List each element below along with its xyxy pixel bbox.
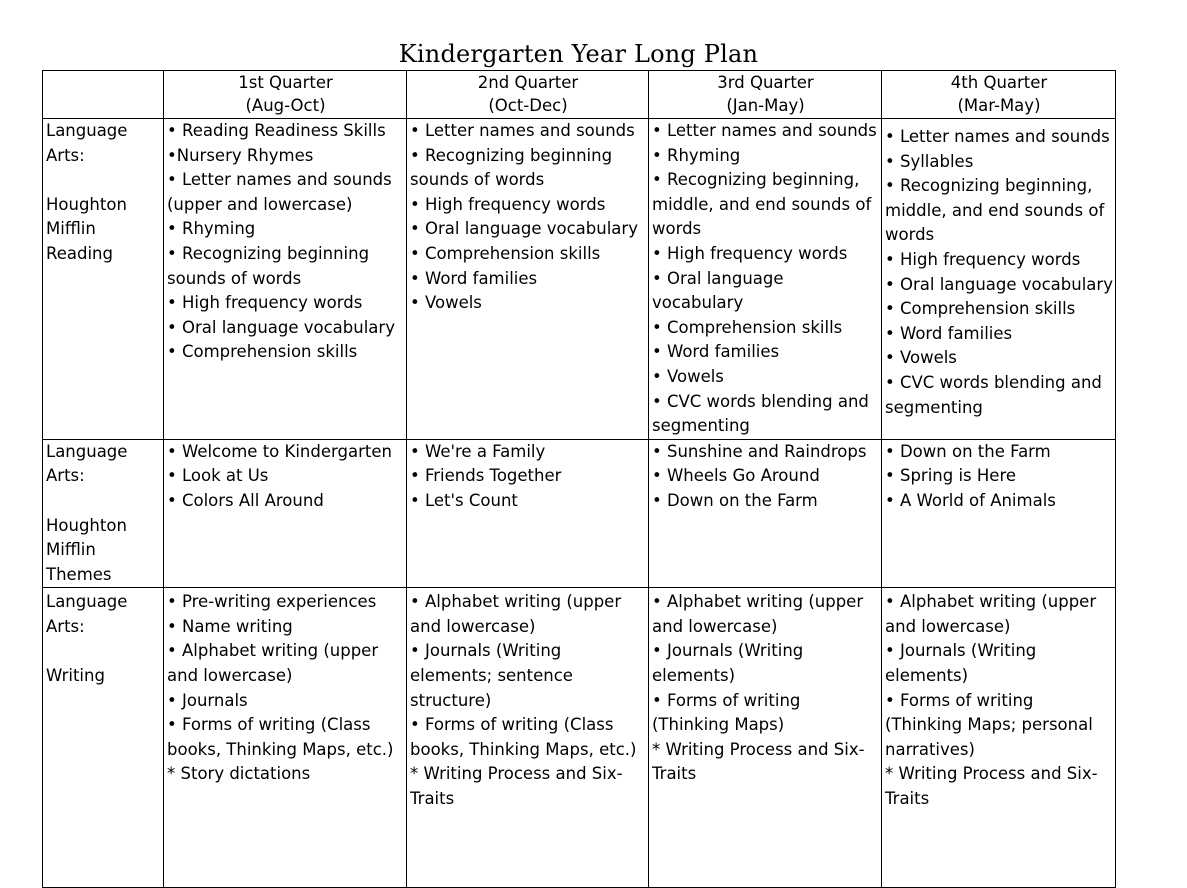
list-item: • Comprehension skills	[167, 342, 358, 362]
list-item: • Alphabet writing (upper and lowercase)	[167, 641, 379, 686]
list-item: • Letter names and sounds	[410, 121, 635, 140]
list-item: • Alphabet writing (upper and lowercase)	[410, 592, 622, 636]
subject-cell	[43, 119, 164, 440]
list-item: * Writing Process and Six-Traits	[410, 764, 623, 809]
list-item: * Writing Process and Six-Traits	[652, 739, 865, 784]
quarter-3-cell	[649, 119, 882, 440]
list-item: • Vowels	[410, 293, 482, 313]
list-item: • Alphabet writing (upper and lowercase)	[885, 592, 1097, 636]
item-list	[652, 119, 879, 439]
subject-label: Language Arts:	[46, 441, 128, 486]
list-item: • Look at Us	[167, 466, 269, 486]
quarter-4-cell	[882, 588, 1116, 888]
list-item: • Rhyming	[167, 219, 256, 239]
list-item: • Comprehension skills	[410, 243, 601, 263]
list-item: • Welcome to Kindergarten	[167, 441, 392, 461]
list-item: • High frequency words	[652, 243, 848, 263]
list-item: • Comprehension skills	[885, 299, 1076, 319]
quarter-name: 3rd Quarter	[717, 73, 814, 92]
list-item: •Nursery Rhymes	[167, 145, 314, 165]
list-item: • Journals (Writing elements; sentence structure)	[410, 641, 573, 710]
quarter-2-cell	[407, 439, 649, 588]
list-item: • Word families	[410, 268, 538, 288]
list-item: • High frequency words	[885, 249, 1081, 269]
item-list	[885, 125, 1113, 420]
quarter-name: 2nd Quarter	[477, 73, 579, 92]
list-item: • Letter names and sounds	[652, 121, 877, 140]
quarter-months: (Oct-Dec)	[488, 96, 568, 115]
list-item: • A World of Animals	[885, 490, 1056, 510]
table-row-reading	[43, 119, 1116, 440]
list-item: * Writing Process and Six-Traits	[885, 764, 1098, 809]
list-item: • CVC words blending and segmenting	[885, 372, 1102, 417]
item-list	[167, 119, 404, 365]
header-quarter-3	[649, 71, 882, 119]
header-corner-cell	[43, 71, 164, 119]
list-item: • Pre-writing experiences	[167, 592, 377, 612]
list-item: * Story dictations	[167, 764, 311, 784]
list-item: • Down on the Farm	[885, 441, 1051, 461]
list-item: • Syllables	[885, 151, 974, 171]
subject-subtitle: Houghton Mifflin Reading	[46, 194, 127, 263]
header-row	[43, 71, 1116, 119]
list-item: • Forms of writing (Class books, Thinking Maps, etc.)	[167, 715, 394, 759]
header-quarter-4	[882, 71, 1116, 119]
quarter-name: 4th Quarter	[950, 73, 1048, 92]
list-item: • Journals (Writing elements)	[885, 641, 1037, 686]
quarter-2-cell	[407, 119, 649, 440]
page-title: Kindergarten Year Long Plan	[398, 40, 759, 68]
list-item: • Name writing	[167, 616, 293, 636]
header-quarter-2	[407, 71, 649, 119]
list-item: • Sunshine and Raindrops	[652, 441, 867, 461]
list-item: • Recognizing beginning sounds of words	[167, 243, 370, 288]
quarter-4-cell	[882, 439, 1116, 588]
item-list	[410, 440, 646, 514]
list-item: • Colors All Around	[167, 490, 324, 510]
table-row-writing	[43, 588, 1116, 888]
list-item: • Let's Count	[410, 490, 518, 510]
list-item: • Reading Readiness Skills	[167, 121, 386, 140]
quarter-3-cell	[649, 439, 882, 588]
subject-label: Language Arts:	[46, 121, 128, 165]
item-list	[410, 590, 646, 811]
list-item: • Oral language vocabulary	[410, 219, 638, 239]
list-item: • We're a Family	[410, 441, 546, 461]
quarter-1-cell	[164, 439, 407, 588]
item-list	[652, 440, 879, 514]
list-item: • Forms of writing (Class books, Thinking Maps, etc.)	[410, 715, 637, 759]
table-row-themes	[43, 439, 1116, 588]
year-plan-table	[42, 70, 1116, 888]
subject-subtitle: Houghton Mifflin Themes	[46, 515, 127, 584]
list-item: • Letter names and sounds (upper and lowercase)	[167, 170, 392, 214]
quarter-1-cell	[164, 588, 407, 888]
item-list	[167, 440, 404, 514]
list-item: • High frequency words	[410, 194, 606, 214]
quarter-name: 1st Quarter	[238, 73, 333, 92]
list-item: • Oral language vocabulary	[167, 317, 395, 337]
list-item: • Letter names and sounds	[885, 127, 1110, 146]
list-item: • High frequency words	[167, 293, 363, 313]
quarter-months: (Jan-May)	[726, 96, 805, 115]
subject-subtitle: Writing	[46, 666, 105, 686]
quarter-months: (Aug-Oct)	[245, 96, 326, 115]
list-item: • Spring is Here	[885, 466, 1017, 486]
header-quarter-1	[164, 71, 407, 119]
item-list	[652, 590, 879, 787]
list-item: • Rhyming	[652, 145, 741, 165]
subject-label: Language Arts:	[46, 592, 128, 636]
subject-cell	[43, 588, 164, 888]
list-item: • Friends Together	[410, 466, 562, 486]
list-item: • Comprehension skills	[652, 317, 843, 337]
list-item: • Journals (Writing elements)	[652, 641, 804, 686]
list-item: • Word families	[885, 323, 1013, 343]
list-item: • Oral language vocabulary	[652, 268, 784, 313]
list-item: • Vowels	[885, 348, 957, 368]
list-item: • Forms of writing (Thinking Maps)	[652, 690, 801, 735]
list-item: • Vowels	[652, 366, 724, 386]
quarter-4-cell	[882, 119, 1116, 440]
list-item: • Wheels Go Around	[652, 466, 820, 486]
item-list	[885, 440, 1113, 514]
list-item: • Recognizing beginning, middle, and end sounds of words	[652, 170, 872, 239]
quarter-2-cell	[407, 588, 649, 888]
list-item: • Alphabet writing (upper and lowercase)	[652, 592, 864, 636]
list-item: • Oral language vocabulary	[885, 274, 1113, 294]
list-item: • Word families	[652, 342, 780, 362]
item-list	[410, 119, 646, 316]
item-list	[167, 590, 404, 787]
quarter-months: (Mar-May)	[957, 96, 1041, 115]
list-item: • CVC words blending and segmenting	[652, 391, 869, 436]
quarter-3-cell	[649, 588, 882, 888]
list-item: • Recognizing beginning, middle, and end sounds of words	[885, 176, 1105, 245]
list-item: • Journals	[167, 690, 248, 710]
list-item: • Forms of writing (Thinking Maps; personal narratives)	[885, 690, 1093, 759]
list-item: • Down on the Farm	[652, 490, 818, 510]
subject-cell	[43, 439, 164, 588]
list-item: • Recognizing beginning sounds of words	[410, 145, 613, 190]
quarter-1-cell	[164, 119, 407, 440]
item-list	[885, 590, 1113, 811]
